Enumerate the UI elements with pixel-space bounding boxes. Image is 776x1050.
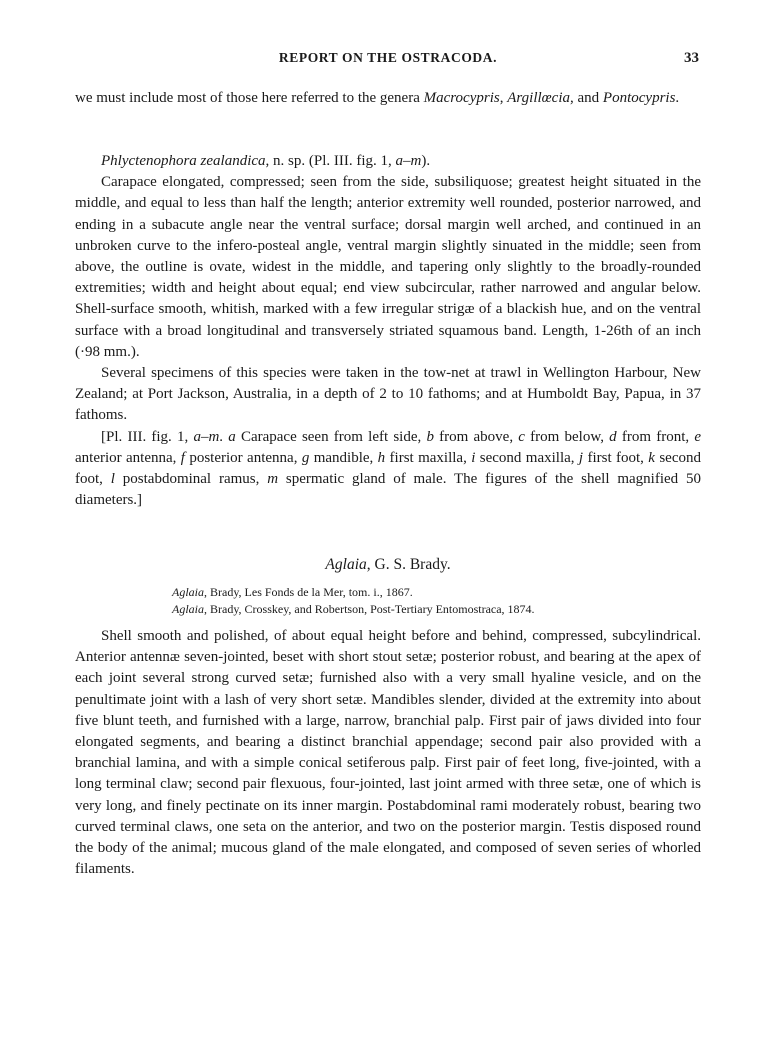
species-heading-end: ). [421,153,431,169]
fig-caption: anterior antenna, [75,449,181,466]
fig-caption: mandible, [309,449,378,466]
page-number: 33 [684,50,699,66]
intro-end: . [675,90,680,106]
reference-genus: Aglaia [172,585,204,599]
species-name: Phlyctenophora zealandica [101,153,266,169]
fig-letter: j [578,449,584,466]
fig-letter: e [694,428,701,445]
reference-text: , Brady, Crosskey, and Robertson, Post-Tertiary Entomostraca, 1874. [204,602,535,616]
fig-letter: k [648,449,655,466]
species-heading [75,151,701,172]
fig-letter: c [518,428,525,445]
species-heading-text: , n. sp. (Pl. III. fig. 1, [265,153,396,169]
fig-caption: second maxilla, [475,449,579,466]
fig-caption: first foot, [583,449,649,466]
species-description: Carapace elongated, compressed; seen from the side, subsiliquose; greatest height situated in the middle, and equal to less than half the length; anterior extremity well rounded, posterior narrowed, and ending in a subacute angle near the ventral surface; dorsal margin well arched, and continued in an unbroken curve to the infero-posteal angle, ventral margin slightly sinuated in the middle; seen from above, the outline is ovate, widest in the middle, and tapering only slightly to the broadly-rounded extremities; width and height about equal; end view subcircular, rather narrowed and angular below. Shell-surface smooth, whitish, marked with a few irregular strigæ of a blackish hue, and on the ventral surface with a broad longitudinal and transversely striated squamous band. Length, 1-26th of an inch (·98 mm.). [75,174,701,360]
plate-open: [Pl. III. fig. 1, [101,428,194,445]
fig-letter: h [377,449,386,466]
fig-letter: m [267,471,279,488]
fig-letter: b [426,428,434,445]
running-head [0,50,776,70]
species-section [75,151,701,511]
intro-paragraph [75,88,701,109]
genus-name-pontocypris: Pontocypris [602,90,676,106]
species-distribution: Several specimens of this species were taken in the tow-net at trawl in Wellington Harbour, New Zealand; at Port Jackson, Australia, in a depth of 2 to 10 fathoms; and at Humboldt Bay, Papua, in 37 fathoms. [75,365,701,424]
genus-references [172,584,535,618]
fig-caption: first maxilla, [385,449,472,466]
fig-caption: spermatic gland of male. The figures of the shell magnified 50 diameters.] [75,471,701,509]
fig-letter: g [301,449,310,466]
fig-caption: postabdominal ramus, [114,471,268,488]
reference-text: , Brady, Les Fonds de la Mer, tom. i., 1867. [204,585,413,599]
fig-caption: from below, [524,428,610,445]
fig-letter: f [180,449,185,466]
fig-caption: Carapace seen from left side, [235,428,427,445]
genus-name: Aglaia [325,556,367,573]
genus-heading [0,556,776,574]
plate-explanation [75,427,701,512]
fig-letter: d [609,428,617,445]
fig-letter: l [110,471,115,488]
genus-authority: , G. S. Brady. [366,556,451,573]
species-fig-range: a–m [395,153,422,169]
plate-sep: . [219,428,229,445]
fig-caption: from above, [433,428,519,445]
fig-caption: second foot, [75,449,702,488]
reference-line [172,601,535,618]
running-title: REPORT ON THE OSTRACODA. [278,50,498,65]
genus-description-block [75,626,701,880]
fig-letter: i [471,449,476,466]
genus-description: Shell smooth and polished, of about equal height before and behind, compressed, subcylindrical. Anterior antennæ seven-jointed, beset with short stout setæ; posterior robust, and bearing at the apex of each joint several strong curved setæ; furnished also with a very small hyaline vesicle, and on the penultimate joint with a lash of very short setæ. Mandibles slender, divided at the extremity into about five blunt teeth, and furnished with a large, narrow, branchial palp. First pair of jaws divided into four elongated segments, and bearing a distinct branchial appendage; second pair also provided with a branchial lamina, and with a simple conical setiferous palp. First pair of feet long, five-jointed, with a long terminal claw; second pair flexuous, four-jointed, last joint armed with three setæ, one of which is very long, and finely pectinate on its inner margin. Postabdominal rami moderately robust, bearing two curved terminal claws, one seta on the anterior, and two on the posterior margin. Testis disposed round the body of the animal; mucous gland of the male elongated, and composed of seven series of whorled filaments. [75,628,701,878]
fig-letter: a [228,428,236,445]
fig-caption: from front, [616,428,695,445]
reference-genus: Aglaia [172,602,204,616]
genus-name-macrocypris: Macrocypris [423,90,500,106]
intro-sep1: , [499,90,508,106]
intro-text: we must include most of those here referred to the genera [75,90,424,106]
fig-caption: posterior antenna, [184,449,302,466]
plate-range: a–m [193,428,220,445]
reference-line [172,584,535,601]
intro-sep2: , and [570,90,603,106]
genus-name-argillaecia: Argillœcia [507,90,570,106]
